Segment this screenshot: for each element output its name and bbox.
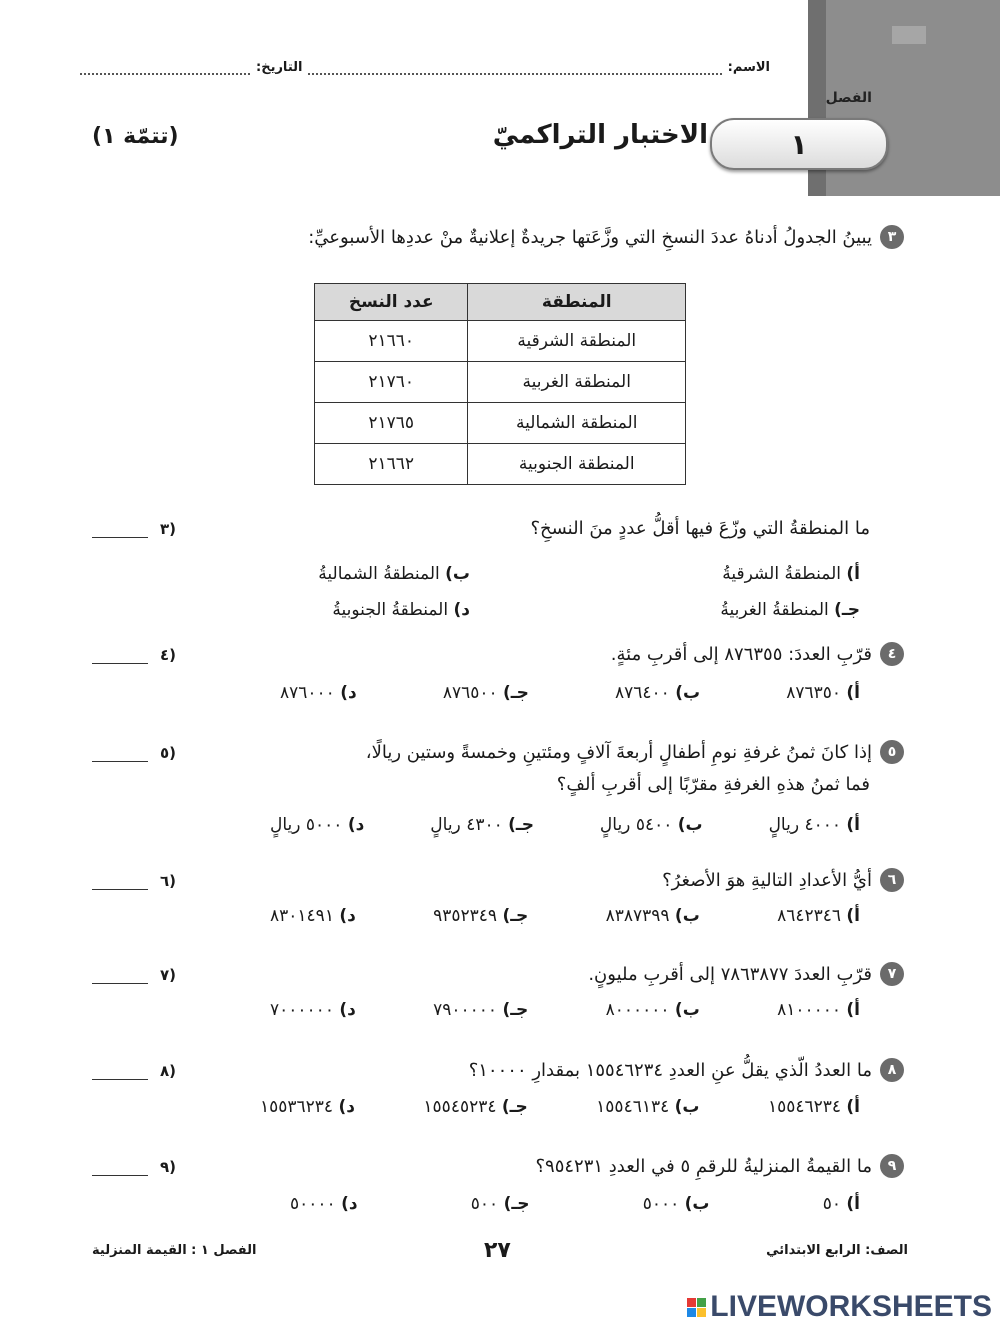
option-text: المنطقةُ الشرقيةُ (722, 564, 841, 584)
chapter-label: الفصل (825, 90, 872, 106)
q9-options (290, 1194, 860, 1214)
answer-line[interactable] (92, 745, 148, 762)
option-text: ٧٩٠٠٠٠٠ (433, 1000, 498, 1020)
liveworksheets-text: LIVEWORKSHEETS (710, 1290, 992, 1323)
q3-text (530, 518, 870, 539)
logo-block (687, 1298, 696, 1307)
q4-options (280, 683, 860, 703)
option-d[interactable] (280, 683, 357, 703)
q7 (588, 962, 904, 986)
option-c[interactable] (720, 600, 860, 620)
q5-line2 (557, 774, 870, 795)
date-label: التاريخ: (256, 60, 303, 75)
logo-block (697, 1308, 706, 1317)
option-text: ٨١٠٠٠٠٠ (777, 1000, 841, 1020)
blank-label: ٥) (160, 744, 177, 762)
blank-label: ٤) (160, 646, 177, 664)
option-text: ١٥٥٣٦٢٣٤ (260, 1097, 334, 1117)
option-text: المنطقةُ الجنوبيةُ (332, 600, 449, 620)
footer-grade: الصف: الرابع الابتدائي (766, 1243, 908, 1258)
option-letter: د) (339, 906, 356, 926)
answer-line[interactable] (92, 521, 148, 538)
option-text: ٨٣٠١٤٩١ (270, 906, 334, 926)
option-letter: ب) (684, 1194, 710, 1214)
option-text: ٤٣٠٠ ريالٍ (430, 815, 503, 835)
table-row (315, 321, 686, 362)
footer-chapter: الفصل ١ : القيمة المنزلية (92, 1243, 257, 1258)
q8 (469, 1058, 904, 1082)
answer-line[interactable] (92, 967, 148, 984)
table-header-row (315, 284, 686, 321)
q6-question: أيُّ الأعدادِ التاليةِ هوَ الأصغرُ؟ (662, 869, 872, 891)
answer-blank-9[interactable] (92, 1158, 176, 1176)
q5-options (270, 815, 860, 835)
q6-number-badge: ٦ (880, 868, 904, 892)
option-letter: أ) (846, 1097, 860, 1117)
liveworksheets-blocks-icon (687, 1298, 706, 1317)
option-text: ٨٧٦٣٥٠ (786, 683, 841, 703)
option-b[interactable] (606, 1000, 700, 1020)
blank-label: ٦) (160, 872, 177, 890)
blank-label: ٩) (160, 1158, 177, 1176)
option-letter: ب) (675, 683, 701, 703)
option-b[interactable] (600, 815, 703, 835)
option-a[interactable] (722, 564, 860, 584)
answer-blank-3[interactable] (92, 520, 176, 538)
distribution-table (314, 283, 686, 485)
answer-line[interactable] (92, 873, 148, 890)
answer-line[interactable] (92, 1063, 148, 1080)
chapter-number-pill: ١ (710, 118, 888, 170)
option-text: ٥٠ (822, 1194, 841, 1214)
option-text: ١٥٥٤٦٢٣٤ (767, 1097, 841, 1117)
q8-question: ما العددُ الّذي يقلُّ عنِ العددِ ١٥٥٤٦٢٣٤ بمقدارِ ١٠٠٠٠؟ (468, 1059, 872, 1081)
option-letter: ب) (674, 1000, 700, 1020)
q7-options (270, 1000, 860, 1020)
q5-number-badge: ٥ (880, 740, 904, 764)
option-text: المنطقةُ الشماليةُ (318, 564, 440, 584)
q6 (662, 868, 904, 892)
q3-intro (308, 225, 904, 249)
answer-blank-4[interactable] (92, 646, 176, 664)
chapter-tab-icon (892, 26, 926, 44)
option-letter: أ) (846, 683, 860, 703)
page-title: الاختبار التراكميّ (492, 120, 708, 150)
option-text: ١٥٥٤٥٢٣٤ (423, 1097, 497, 1117)
option-a[interactable] (823, 1194, 860, 1214)
q3-question: ما المنطقةُ التي وزّعَ فيها أقلُّ عددٍ منَ النسخِ؟ (530, 518, 870, 539)
q6-options (270, 906, 860, 926)
option-c[interactable] (433, 906, 528, 926)
option-letter: جـ) (508, 815, 534, 835)
date-field[interactable] (80, 63, 250, 75)
option-text: ٥٠٠٠ ريالٍ (270, 815, 343, 835)
blank-label: ٧) (160, 966, 177, 984)
q8-number-badge: ٨ (880, 1058, 904, 1082)
table-cell-region: المنطقة الشرقية (468, 321, 686, 362)
option-c[interactable] (471, 1194, 530, 1214)
option-a[interactable] (777, 1000, 860, 1020)
q3-number-badge: ٣ (880, 225, 904, 249)
option-letter: ب) (677, 815, 703, 835)
option-b[interactable] (615, 683, 700, 703)
option-letter: ب) (674, 1097, 700, 1117)
option-d[interactable] (290, 1194, 358, 1214)
continuation-label: (تتمّة ١) (92, 124, 179, 149)
option-d[interactable] (270, 1000, 356, 1020)
blank-label: ٣) (160, 520, 177, 538)
q5 (366, 740, 904, 764)
option-letter: أ) (846, 564, 860, 584)
option-d[interactable] (332, 600, 470, 620)
logo-block (687, 1308, 696, 1317)
q4 (611, 642, 904, 666)
table-cell-copies: ٢١٦٦٠ (315, 321, 468, 362)
option-a[interactable] (786, 683, 860, 703)
table-cell-copies: ٢١٧٦٥ (315, 403, 468, 444)
option-text: ٧٠٠٠٠٠٠ (270, 1000, 334, 1020)
option-letter: د) (340, 683, 357, 703)
option-c[interactable] (443, 683, 529, 703)
option-b[interactable] (596, 1097, 699, 1117)
q7-question: قرّبِ العددَ ٧٨٦٣٨٧٧ إلى أقربِ مليونٍ. (588, 963, 872, 985)
option-letter: د) (341, 1194, 358, 1214)
option-text: المنطقةُ الغربيةُ (720, 600, 829, 620)
option-letter: د) (347, 815, 365, 835)
answer-blank-5[interactable] (92, 744, 176, 762)
option-letter: د) (339, 1000, 356, 1020)
q8-options (260, 1097, 860, 1117)
option-b[interactable] (318, 564, 470, 584)
option-text: ٥٠٠٠٠ (290, 1194, 336, 1214)
table-row (315, 362, 686, 403)
option-b[interactable] (606, 906, 700, 926)
q4-question: قرّبِ العددَ: ٨٧٦٣٥٥ إلى أقربِ مئةٍ. (610, 643, 872, 665)
option-text: ٨٧٦٥٠٠ (442, 683, 498, 703)
option-letter: جـ) (503, 1194, 530, 1214)
option-c[interactable] (433, 1000, 528, 1020)
answer-blank-6[interactable] (92, 872, 176, 890)
option-text: ٥٠٠ (470, 1194, 499, 1214)
answer-line[interactable] (92, 647, 148, 664)
option-letter: ب) (674, 906, 700, 926)
option-b[interactable] (643, 1194, 710, 1214)
option-letter: أ) (846, 815, 860, 835)
option-letter: جـ) (502, 906, 529, 926)
answer-blank-7[interactable] (92, 966, 176, 984)
footer-page-number: ٢٧ (484, 1238, 511, 1263)
answer-line[interactable] (92, 1159, 148, 1176)
q7-number-badge: ٧ (880, 962, 904, 986)
option-letter: جـ) (502, 1000, 529, 1020)
table-row (315, 403, 686, 444)
liveworksheets-logo (687, 1290, 992, 1324)
table-header-copies: عدد النسخ (315, 284, 468, 321)
option-c[interactable] (423, 1097, 527, 1117)
option-letter: أ) (846, 1000, 860, 1020)
logo-block (697, 1298, 706, 1307)
q9-question: ما القيمةُ المنزليةُ للرقمِ ٥ في العددِ ٩٥٤٢٣١؟ (535, 1155, 872, 1177)
q9-number-badge: ٩ (880, 1154, 904, 1178)
table-cell-region: المنطقة الغربية (468, 362, 686, 403)
option-letter: أ) (846, 906, 860, 926)
option-d[interactable] (260, 1097, 355, 1117)
option-a[interactable] (777, 906, 860, 926)
table-row (315, 444, 686, 485)
option-letter: جـ) (501, 1097, 528, 1117)
option-letter: جـ) (834, 600, 860, 620)
name-label: الاسم: (727, 60, 770, 75)
option-letter: د) (453, 600, 470, 620)
table-cell-region: المنطقة الجنوبية (468, 444, 686, 485)
option-c[interactable] (430, 815, 534, 835)
answer-blank-8[interactable] (92, 1062, 176, 1080)
option-text: ٨٧٦٤٠٠ (615, 683, 670, 703)
q5-question: إذا كانَ ثمنُ غرفةِ نومِ أطفالٍ أربعةَ آلافٍ ومئتينِ وخمسةً وستين ريالًا، (365, 741, 872, 763)
option-text: ٤٠٠٠ ريالٍ (768, 815, 841, 835)
name-date-row (80, 55, 770, 75)
q3-intro-text: يبينُ الجدولُ أدناهُ عددَ النسخِ التي وزَّعَتها جريدةٌ إعلانيةٌ منْ عددِها الأسبوعيِّ: (308, 226, 872, 248)
option-text: ١٥٥٤٦١٣٤ (596, 1097, 670, 1117)
option-letter: د) (338, 1097, 355, 1117)
option-d[interactable] (270, 906, 356, 926)
option-a[interactable] (769, 815, 860, 835)
option-text: ٨٠٠٠٠٠٠ (605, 1000, 670, 1020)
table-header-region: المنطقة (468, 284, 686, 321)
option-text: ٨٦٤٢٣٤٦ (777, 906, 841, 926)
option-text: ٩٣٥٢٣٤٩ (433, 906, 498, 926)
option-text: ٥٠٠٠ (642, 1194, 680, 1214)
table-cell-region: المنطقة الشمالية (468, 403, 686, 444)
option-text: ٨٧٦٠٠٠ (280, 683, 335, 703)
q4-number-badge: ٤ (880, 642, 904, 666)
option-text: ٥٤٠٠ ريالٍ (599, 815, 673, 835)
option-letter: ب) (445, 564, 470, 584)
option-letter: أ) (846, 1194, 860, 1214)
name-field[interactable] (308, 63, 721, 75)
table-cell-copies: ٢١٧٦٠ (315, 362, 468, 403)
option-d[interactable] (270, 815, 364, 835)
option-a[interactable] (768, 1097, 860, 1117)
option-text: ٨٣٨٧٣٩٩ (605, 906, 670, 926)
blank-label: ٨) (160, 1062, 177, 1080)
option-letter: جـ) (503, 683, 529, 703)
table-cell-copies: ٢١٦٦٢ (315, 444, 468, 485)
q9 (535, 1154, 904, 1178)
q5-question-line2: فما ثمنُ هذهِ الغرفةِ مقرّبًا إلى أقربِ ألفٍ؟ (556, 774, 870, 795)
